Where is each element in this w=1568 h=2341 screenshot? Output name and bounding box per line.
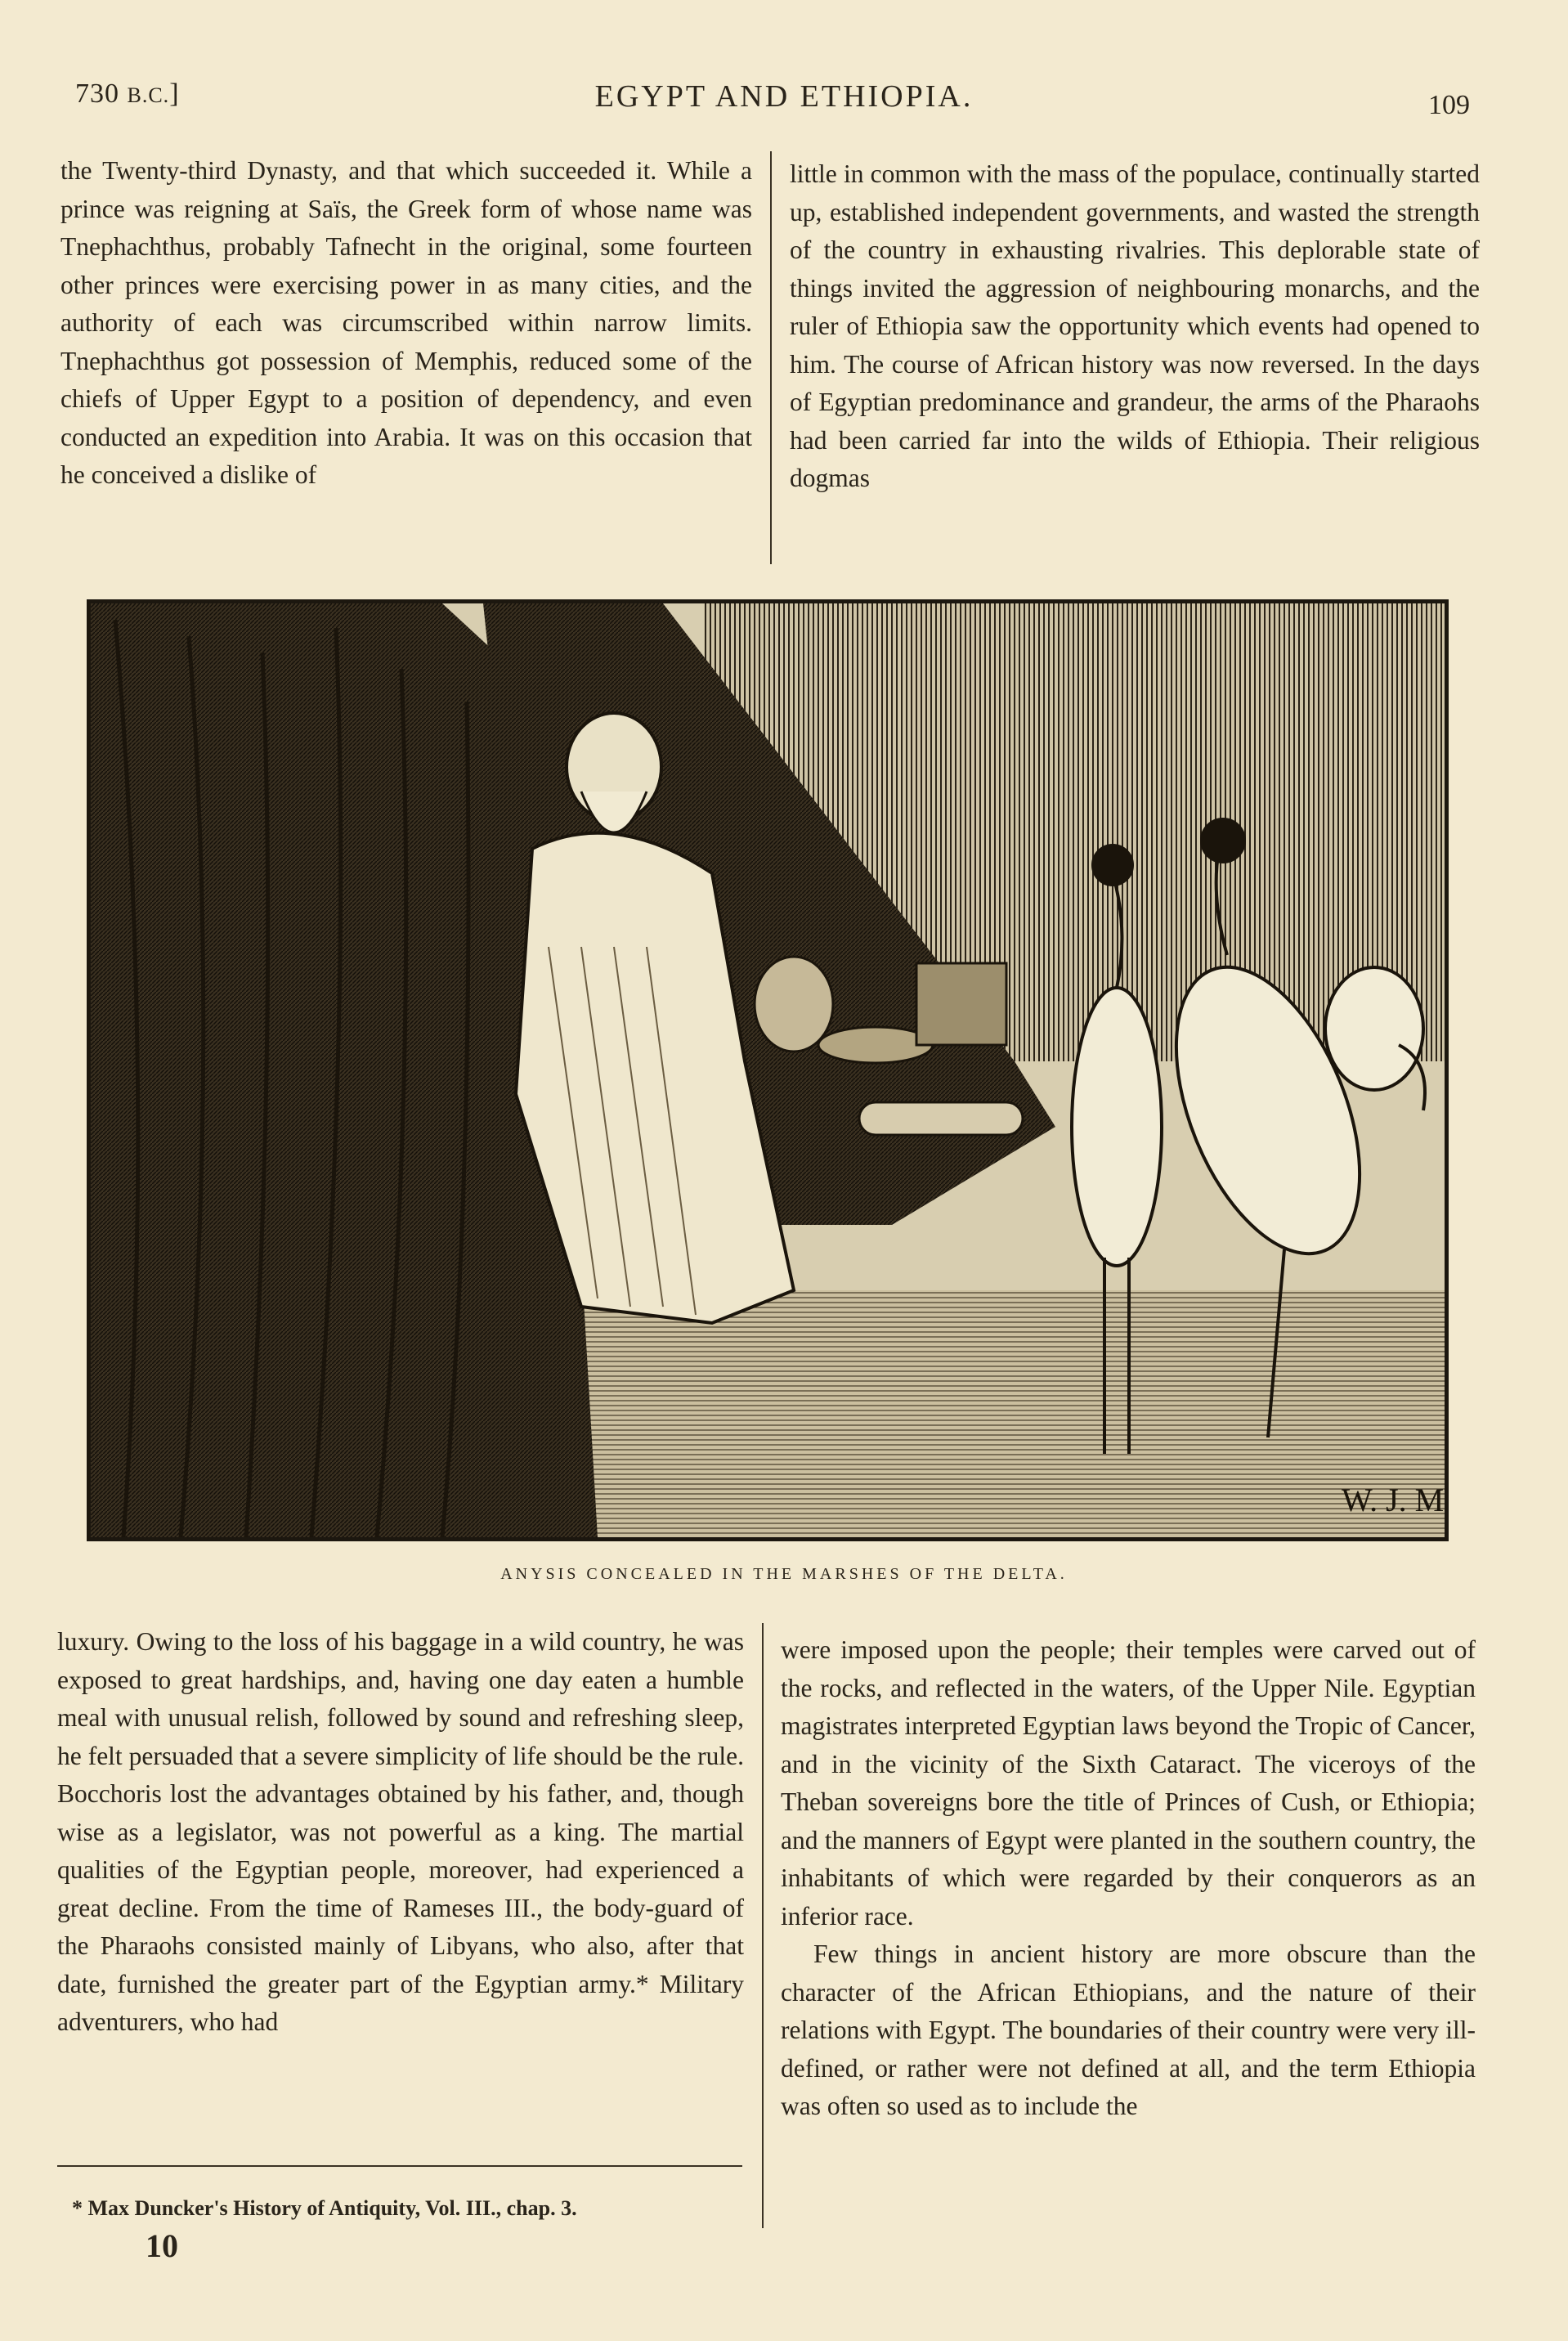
paragraph: Few things in ancient history are more obscure than the character of the African Ethiopians, and the nature of their relations with Egypt. The boundaries of their country were very ill-defined, or rather were not defined at all, and the term Ethiopia was often so used as to include the	[781, 1940, 1476, 2120]
engraving-artwork	[91, 603, 1445, 1537]
text-column-top-left	[60, 152, 752, 495]
paragraph: the Twenty-third Dynasty, and that which succeeded it. While a prince was reigning at Saïs, the Greek form of whose name was Tnephachthus, probably Tafnecht in the original, some fourteen other princes were exercising power in as many cities, and the authority of each was circumscribed within narrow limits. Tnephachthus got possession of Memphis, reduced some of the chiefs of Upper Egypt to a position of dependency, and even conducted an expedition into Arabia. It was on this occasion that he conceived a dislike of	[60, 156, 752, 489]
column-divider	[762, 1623, 764, 2228]
footnote: * Max Duncker's History of Antiquity, Vol. III., chap. 3.	[72, 2196, 577, 2220]
date-marker: 730 B.C.]	[75, 78, 180, 109]
engraving-illustration	[87, 599, 1449, 1541]
signature-mark: 10	[146, 2227, 178, 2264]
illustration-caption: ANYSIS CONCEALED IN THE MARSHES OF THE DELTA.	[500, 1565, 1068, 1583]
text-column-top-right	[790, 155, 1480, 498]
footnote-rule	[57, 2165, 742, 2167]
column-divider	[770, 151, 772, 564]
running-title: EGYPT AND ETHIOPIA.	[594, 79, 974, 114]
paragraph: luxury. Owing to the loss of his baggage in a wild country, he was exposed to great hardships, and, having one day eaten a humble meal with unusual relish, followed by sound and refreshing sleep, he felt persuaded that a severe simplicity of life should be the rule. Bocchoris lost the advantages obtained by his father, and, though wise as a legislator, was not powerful as a king. The martial qualities of the Egyptian people, moreover, had experienced a great decline. From the time of Rameses III., the body-guard of the Pharaohs consisted mainly of Libyans, who also, after that date, furnished the greater part of the Egyptian army.* Military adventurers, who had	[57, 1627, 744, 2036]
page-number: 109	[1428, 90, 1470, 120]
paragraph: little in common with the mass of the populace, continually started up, established independent governments, and wasted the strength of the country in exhausting rivalries. This deplorable state of things invited the aggression of neighbouring monarchs, and the ruler of Ethiopia saw the opportunity which events had opened to him. The course of African history was now reversed. In the days of Egyptian predominance and grandeur, the arms of the Pharaohs had been carried far into the wilds of Ethiopia. Their religious dogmas	[790, 159, 1480, 492]
running-head	[65, 74, 1503, 123]
text-column-bottom-right	[781, 1631, 1476, 2126]
artist-monogram: W. J. M	[1342, 1482, 1445, 1518]
text-column-bottom-left	[57, 1623, 744, 2042]
paragraph: were imposed upon the people; their temples were carved out of the rocks, and reflected in the waters, of the Upper Nile. Egyptian magistrates interpreted Egyptian laws beyond the Tropic of Cancer, and in the vicinity of the Sixth Cataract. The viceroys of the Theban sovereigns bore the title of Princes of Cush, or Ethiopia; and the manners of Egypt were planted in the southern country, the inhabitants of which were regarded by their conquerors as an inferior race.	[781, 1635, 1476, 1931]
